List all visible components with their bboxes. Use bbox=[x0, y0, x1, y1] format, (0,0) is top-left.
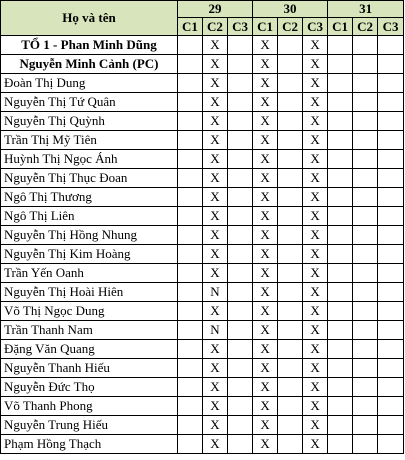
member-name-cell: Nguyễn Thị Hồng Nhung bbox=[1, 226, 178, 245]
table-row bbox=[1, 340, 404, 359]
attendance-mark-cell bbox=[178, 36, 203, 55]
attendance-mark-cell: X bbox=[253, 435, 278, 454]
day-header: 29 bbox=[178, 1, 253, 18]
attendance-mark-cell bbox=[328, 340, 353, 359]
table-row bbox=[1, 93, 404, 112]
attendance-mark-cell bbox=[228, 188, 253, 207]
attendance-mark-cell bbox=[378, 169, 404, 188]
attendance-mark-cell: X bbox=[203, 264, 228, 283]
attendance-mark-cell bbox=[278, 359, 303, 378]
attendance-mark-cell: X bbox=[303, 131, 328, 150]
table-row bbox=[1, 150, 404, 169]
attendance-mark-cell bbox=[228, 226, 253, 245]
attendance-mark-cell bbox=[278, 264, 303, 283]
attendance-mark-cell bbox=[353, 36, 378, 55]
attendance-mark-cell: X bbox=[303, 359, 328, 378]
attendance-mark-cell bbox=[278, 169, 303, 188]
attendance-mark-cell bbox=[228, 378, 253, 397]
attendance-mark-cell bbox=[278, 340, 303, 359]
attendance-mark-cell: X bbox=[253, 226, 278, 245]
attendance-mark-cell bbox=[178, 207, 203, 226]
table-row bbox=[1, 226, 404, 245]
attendance-mark-cell bbox=[278, 112, 303, 131]
attendance-mark-cell bbox=[378, 283, 404, 302]
attendance-mark-cell bbox=[178, 397, 203, 416]
sub-column-header: C1 bbox=[178, 18, 203, 36]
attendance-mark-cell bbox=[378, 188, 404, 207]
attendance-mark-cell bbox=[353, 359, 378, 378]
attendance-mark-cell: X bbox=[253, 264, 278, 283]
attendance-mark-cell bbox=[228, 93, 253, 112]
attendance-mark-cell: X bbox=[253, 36, 278, 55]
member-name-cell: Phạm Hồng Thạch bbox=[1, 435, 178, 454]
member-name-cell: Huỳnh Thị Ngọc Ánh bbox=[1, 150, 178, 169]
attendance-mark-cell: X bbox=[203, 302, 228, 321]
table-row bbox=[1, 302, 404, 321]
attendance-mark-cell bbox=[278, 302, 303, 321]
attendance-mark-cell bbox=[278, 226, 303, 245]
table-row bbox=[1, 112, 404, 131]
attendance-mark-cell bbox=[378, 378, 404, 397]
attendance-mark-cell bbox=[178, 264, 203, 283]
table-row bbox=[1, 188, 404, 207]
attendance-mark-cell: X bbox=[303, 188, 328, 207]
attendance-mark-cell bbox=[228, 131, 253, 150]
attendance-mark-cell bbox=[278, 416, 303, 435]
attendance-mark-cell bbox=[278, 55, 303, 74]
attendance-mark-cell: X bbox=[253, 207, 278, 226]
attendance-mark-cell bbox=[328, 302, 353, 321]
attendance-mark-cell bbox=[178, 302, 203, 321]
day-header: 31 bbox=[328, 1, 404, 18]
member-name-cell: Ngô Thị Liên bbox=[1, 207, 178, 226]
attendance-mark-cell bbox=[228, 264, 253, 283]
attendance-mark-cell bbox=[353, 93, 378, 112]
attendance-mark-cell bbox=[178, 416, 203, 435]
attendance-mark-cell: X bbox=[253, 283, 278, 302]
attendance-mark-cell: X bbox=[253, 302, 278, 321]
table-row bbox=[1, 283, 404, 302]
attendance-mark-cell: X bbox=[303, 378, 328, 397]
attendance-mark-cell bbox=[228, 150, 253, 169]
table-body bbox=[1, 36, 404, 454]
attendance-mark-cell: X bbox=[253, 74, 278, 93]
attendance-mark-cell bbox=[378, 321, 404, 340]
attendance-mark-cell bbox=[353, 169, 378, 188]
attendance-mark-cell: X bbox=[253, 55, 278, 74]
member-name-cell: Nguyễn Thị Kim Hoàng bbox=[1, 245, 178, 264]
member-name-cell: Trần Yến Oanh bbox=[1, 264, 178, 283]
member-name-cell: Nguyễn Minh Cảnh (PC) bbox=[1, 55, 178, 74]
attendance-mark-cell: X bbox=[203, 245, 228, 264]
sub-column-header: C2 bbox=[278, 18, 303, 36]
attendance-mark-cell bbox=[178, 131, 203, 150]
attendance-mark-cell bbox=[228, 36, 253, 55]
attendance-mark-cell bbox=[328, 435, 353, 454]
member-name-cell: Đoàn Thị Dung bbox=[1, 74, 178, 93]
attendance-mark-cell: X bbox=[303, 245, 328, 264]
attendance-mark-cell: X bbox=[303, 340, 328, 359]
attendance-mark-cell: X bbox=[253, 169, 278, 188]
attendance-mark-cell: X bbox=[203, 55, 228, 74]
sub-column-header: C1 bbox=[328, 18, 353, 36]
table-row bbox=[1, 378, 404, 397]
attendance-mark-cell bbox=[278, 131, 303, 150]
attendance-mark-cell bbox=[353, 416, 378, 435]
attendance-mark-cell bbox=[378, 397, 404, 416]
attendance-mark-cell bbox=[178, 188, 203, 207]
attendance-mark-cell: X bbox=[253, 188, 278, 207]
attendance-mark-cell bbox=[278, 150, 303, 169]
attendance-mark-cell bbox=[278, 378, 303, 397]
attendance-mark-cell bbox=[353, 340, 378, 359]
attendance-mark-cell bbox=[178, 245, 203, 264]
table-header bbox=[1, 1, 404, 36]
attendance-mark-cell bbox=[378, 245, 404, 264]
attendance-mark-cell bbox=[353, 283, 378, 302]
sub-column-header: C1 bbox=[253, 18, 278, 36]
table-row bbox=[1, 36, 404, 55]
attendance-mark-cell bbox=[178, 321, 203, 340]
member-name-cell: Nguyễn Thị Hoài Hiên bbox=[1, 283, 178, 302]
attendance-mark-cell: X bbox=[303, 435, 328, 454]
attendance-mark-cell: X bbox=[203, 74, 228, 93]
attendance-mark-cell bbox=[353, 74, 378, 93]
attendance-mark-cell bbox=[228, 74, 253, 93]
attendance-mark-cell bbox=[378, 416, 404, 435]
attendance-mark-cell bbox=[353, 226, 378, 245]
attendance-mark-cell: X bbox=[303, 207, 328, 226]
day-header: 30 bbox=[253, 1, 328, 18]
attendance-mark-cell bbox=[278, 245, 303, 264]
attendance-mark-cell bbox=[228, 397, 253, 416]
attendance-mark-cell bbox=[228, 435, 253, 454]
attendance-mark-cell: X bbox=[253, 359, 278, 378]
attendance-mark-cell bbox=[378, 340, 404, 359]
attendance-mark-cell bbox=[378, 93, 404, 112]
member-name-cell: Nguyễn Đức Thọ bbox=[1, 378, 178, 397]
attendance-mark-cell bbox=[328, 188, 353, 207]
attendance-mark-cell: X bbox=[203, 226, 228, 245]
attendance-mark-cell: X bbox=[303, 226, 328, 245]
attendance-mark-cell bbox=[328, 55, 353, 74]
member-name-cell: Trần Thị Mỹ Tiên bbox=[1, 131, 178, 150]
attendance-mark-cell: X bbox=[303, 36, 328, 55]
attendance-mark-cell: X bbox=[203, 112, 228, 131]
attendance-mark-cell bbox=[378, 435, 404, 454]
sub-column-header: C3 bbox=[228, 18, 253, 36]
attendance-mark-cell bbox=[353, 435, 378, 454]
table-row bbox=[1, 321, 404, 340]
attendance-mark-cell bbox=[378, 74, 404, 93]
attendance-mark-cell bbox=[328, 226, 353, 245]
attendance-mark-cell bbox=[353, 150, 378, 169]
attendance-mark-cell bbox=[228, 340, 253, 359]
attendance-mark-cell bbox=[278, 207, 303, 226]
attendance-mark-cell bbox=[228, 245, 253, 264]
attendance-mark-cell bbox=[378, 131, 404, 150]
attendance-mark-cell bbox=[178, 112, 203, 131]
member-name-cell: Nguyễn Thanh Hiếu bbox=[1, 359, 178, 378]
attendance-mark-cell bbox=[378, 36, 404, 55]
attendance-mark-cell bbox=[228, 55, 253, 74]
attendance-mark-cell bbox=[178, 435, 203, 454]
attendance-mark-cell: X bbox=[203, 359, 228, 378]
name-column-header: Họ và tên bbox=[1, 1, 178, 36]
attendance-mark-cell: X bbox=[253, 378, 278, 397]
attendance-mark-cell: X bbox=[253, 93, 278, 112]
attendance-mark-cell: X bbox=[203, 435, 228, 454]
attendance-mark-cell bbox=[178, 226, 203, 245]
sub-column-header: C3 bbox=[378, 18, 404, 36]
attendance-mark-cell: X bbox=[253, 416, 278, 435]
attendance-mark-cell bbox=[353, 321, 378, 340]
attendance-mark-cell: X bbox=[253, 340, 278, 359]
attendance-mark-cell bbox=[328, 283, 353, 302]
attendance-mark-cell bbox=[353, 397, 378, 416]
attendance-mark-cell bbox=[278, 435, 303, 454]
attendance-mark-cell bbox=[328, 150, 353, 169]
table-row bbox=[1, 169, 404, 188]
attendance-mark-cell bbox=[328, 169, 353, 188]
table-row bbox=[1, 359, 404, 378]
attendance-mark-cell bbox=[228, 112, 253, 131]
day-header-row bbox=[1, 1, 404, 18]
table-row bbox=[1, 131, 404, 150]
attendance-mark-cell bbox=[278, 397, 303, 416]
attendance-mark-cell bbox=[178, 150, 203, 169]
attendance-mark-cell: X bbox=[303, 302, 328, 321]
attendance-mark-cell bbox=[353, 112, 378, 131]
attendance-mark-cell: X bbox=[303, 321, 328, 340]
attendance-mark-cell bbox=[353, 245, 378, 264]
attendance-mark-cell bbox=[228, 207, 253, 226]
attendance-mark-cell bbox=[178, 340, 203, 359]
attendance-mark-cell bbox=[378, 302, 404, 321]
attendance-mark-cell bbox=[353, 188, 378, 207]
attendance-mark-cell: X bbox=[303, 397, 328, 416]
attendance-mark-cell bbox=[353, 55, 378, 74]
member-name-cell: TỔ 1 - Phan Minh Dũng bbox=[1, 36, 178, 55]
member-name-cell: Đặng Văn Quang bbox=[1, 340, 178, 359]
table-row bbox=[1, 74, 404, 93]
attendance-mark-cell bbox=[278, 74, 303, 93]
attendance-mark-cell bbox=[278, 321, 303, 340]
attendance-mark-cell bbox=[328, 93, 353, 112]
attendance-mark-cell bbox=[178, 93, 203, 112]
attendance-mark-cell bbox=[178, 74, 203, 93]
attendance-mark-cell bbox=[353, 131, 378, 150]
attendance-mark-cell bbox=[228, 359, 253, 378]
sub-column-header: C2 bbox=[353, 18, 378, 36]
attendance-mark-cell: X bbox=[203, 397, 228, 416]
attendance-mark-cell bbox=[328, 245, 353, 264]
attendance-mark-cell: X bbox=[203, 340, 228, 359]
attendance-mark-cell bbox=[328, 416, 353, 435]
attendance-mark-cell: N bbox=[203, 321, 228, 340]
member-name-cell: Trần Thanh Nam bbox=[1, 321, 178, 340]
attendance-mark-cell: X bbox=[253, 112, 278, 131]
attendance-mark-cell bbox=[328, 207, 353, 226]
attendance-mark-cell: X bbox=[303, 264, 328, 283]
attendance-mark-cell: X bbox=[303, 55, 328, 74]
attendance-mark-cell: X bbox=[253, 131, 278, 150]
attendance-mark-cell: X bbox=[203, 188, 228, 207]
table-row bbox=[1, 55, 404, 74]
attendance-mark-cell: X bbox=[203, 169, 228, 188]
attendance-mark-cell bbox=[378, 112, 404, 131]
attendance-mark-cell bbox=[278, 93, 303, 112]
attendance-mark-cell bbox=[378, 264, 404, 283]
table-row bbox=[1, 264, 404, 283]
attendance-mark-cell bbox=[378, 207, 404, 226]
attendance-mark-cell bbox=[353, 302, 378, 321]
attendance-mark-cell: X bbox=[303, 93, 328, 112]
attendance-mark-cell bbox=[328, 131, 353, 150]
attendance-mark-cell: X bbox=[203, 416, 228, 435]
attendance-mark-cell bbox=[353, 207, 378, 226]
attendance-mark-cell: X bbox=[303, 150, 328, 169]
attendance-mark-cell bbox=[278, 283, 303, 302]
attendance-mark-cell: X bbox=[203, 150, 228, 169]
attendance-mark-cell bbox=[328, 74, 353, 93]
attendance-mark-cell: N bbox=[203, 283, 228, 302]
table-row bbox=[1, 435, 404, 454]
attendance-mark-cell bbox=[228, 169, 253, 188]
attendance-mark-cell: X bbox=[303, 283, 328, 302]
attendance-mark-cell bbox=[378, 55, 404, 74]
member-name-cell: Nguyễn Thị Tứ Quân bbox=[1, 93, 178, 112]
attendance-mark-cell: X bbox=[253, 321, 278, 340]
attendance-mark-cell bbox=[228, 283, 253, 302]
table-row bbox=[1, 207, 404, 226]
attendance-mark-cell: X bbox=[203, 131, 228, 150]
attendance-mark-cell bbox=[328, 36, 353, 55]
member-name-cell: Ngô Thị Thương bbox=[1, 188, 178, 207]
attendance-mark-cell: X bbox=[203, 378, 228, 397]
table-row bbox=[1, 397, 404, 416]
attendance-mark-cell: X bbox=[253, 150, 278, 169]
attendance-mark-cell: X bbox=[203, 207, 228, 226]
member-name-cell: Nguyễn Thị Thục Đoan bbox=[1, 169, 178, 188]
table-row bbox=[1, 245, 404, 264]
attendance-mark-cell bbox=[328, 378, 353, 397]
attendance-mark-cell bbox=[228, 302, 253, 321]
member-name-cell: Nguyễn Trung Hiếu bbox=[1, 416, 178, 435]
sub-column-header: C2 bbox=[203, 18, 228, 36]
attendance-mark-cell bbox=[228, 416, 253, 435]
attendance-mark-cell bbox=[278, 188, 303, 207]
attendance-mark-cell: X bbox=[303, 74, 328, 93]
attendance-mark-cell bbox=[378, 359, 404, 378]
attendance-mark-cell bbox=[178, 283, 203, 302]
attendance-mark-cell bbox=[328, 359, 353, 378]
attendance-mark-cell bbox=[178, 378, 203, 397]
attendance-mark-cell bbox=[378, 226, 404, 245]
attendance-mark-cell bbox=[228, 321, 253, 340]
attendance-mark-cell: X bbox=[203, 93, 228, 112]
attendance-mark-cell bbox=[353, 264, 378, 283]
attendance-mark-cell bbox=[328, 112, 353, 131]
attendance-mark-cell: X bbox=[253, 397, 278, 416]
attendance-mark-cell: X bbox=[303, 112, 328, 131]
attendance-mark-cell bbox=[328, 264, 353, 283]
attendance-mark-cell: X bbox=[303, 169, 328, 188]
attendance-mark-cell bbox=[378, 150, 404, 169]
attendance-mark-cell bbox=[278, 36, 303, 55]
member-name-cell: Võ Thị Ngọc Dung bbox=[1, 302, 178, 321]
sub-column-header: C3 bbox=[303, 18, 328, 36]
attendance-mark-cell: X bbox=[303, 416, 328, 435]
attendance-mark-cell bbox=[178, 169, 203, 188]
attendance-mark-cell: X bbox=[253, 245, 278, 264]
attendance-mark-cell bbox=[328, 321, 353, 340]
member-name-cell: Võ Thanh Phong bbox=[1, 397, 178, 416]
attendance-mark-cell bbox=[178, 359, 203, 378]
table-row bbox=[1, 416, 404, 435]
attendance-mark-cell: X bbox=[203, 36, 228, 55]
member-name-cell: Nguyễn Thị Quỳnh bbox=[1, 112, 178, 131]
attendance-mark-cell bbox=[178, 55, 203, 74]
attendance-mark-cell bbox=[353, 378, 378, 397]
attendance-mark-cell bbox=[328, 397, 353, 416]
